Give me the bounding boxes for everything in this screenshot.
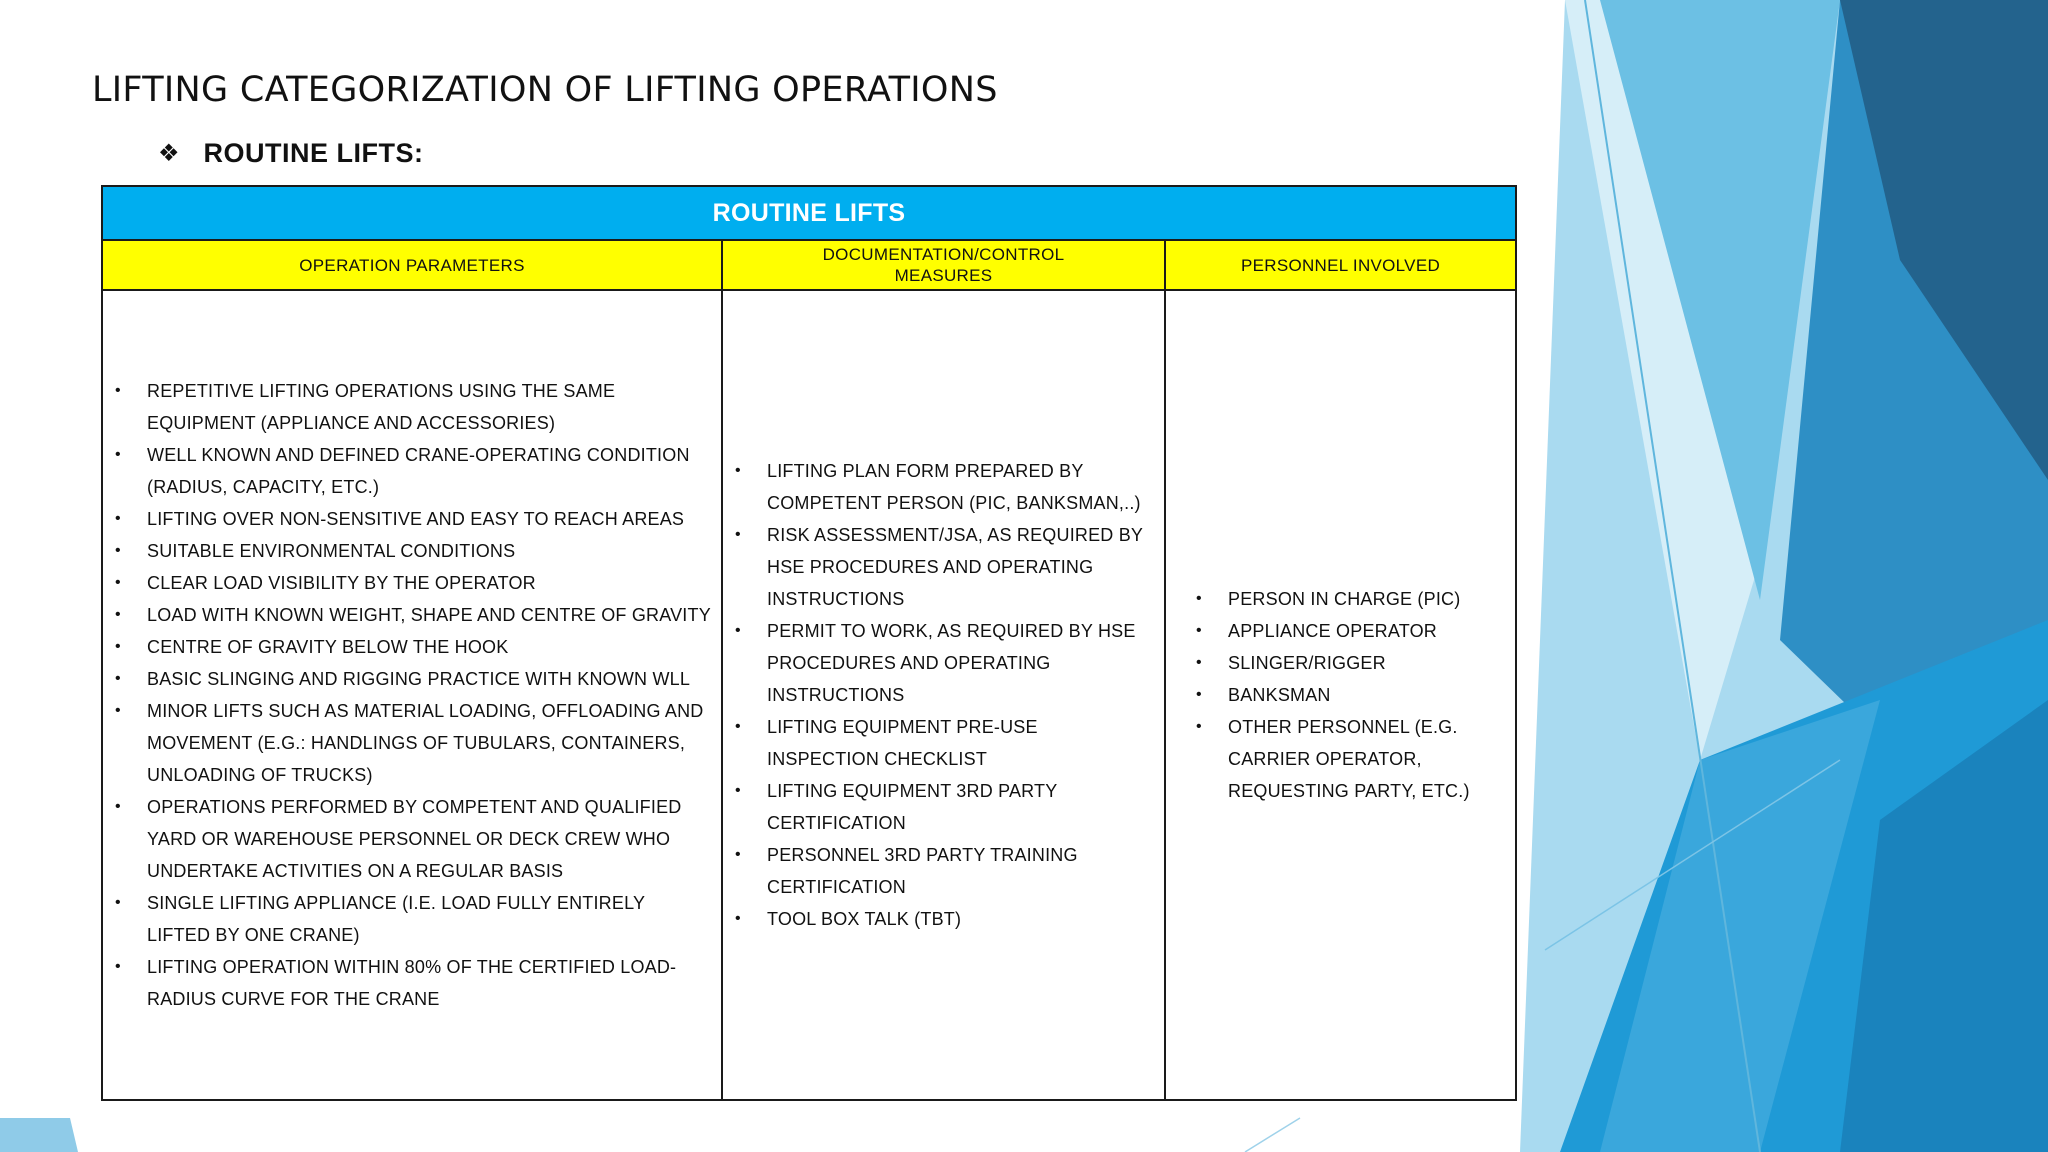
operation-parameters-cell	[102, 290, 722, 1100]
list-item: • WELL KNOWN AND DEFINED CRANE-OPERATING CONDITION (RADIUS, CAPACITY, ETC.)	[147, 439, 711, 503]
header-documentation-control-measures: DOCUMENTATION/CONTROL MEASURES	[722, 240, 1165, 290]
list-item: • LOAD WITH KNOWN WEIGHT, SHAPE AND CENTRE OF GRAVITY	[147, 599, 711, 631]
list-item: • OPERATIONS PERFORMED BY COMPETENT AND QUALIFIED YARD OR WAREHOUSE PERSONNEL OR DECK CREW WHO UNDERTAKE ACTIVITIES ON A REGULAR BASIS	[147, 791, 711, 887]
list-item: • APPLIANCE OPERATOR	[1228, 615, 1505, 647]
list-item: • BANKSMAN	[1228, 679, 1505, 711]
list-item: • RISK ASSESSMENT/JSA, AS REQUIRED BY HSE PROCEDURES AND OPERATING INSTRUCTIONS	[767, 519, 1154, 615]
slide-title: LIFTING CATEGORIZATION OF LIFTING OPERATIONS	[92, 70, 998, 110]
section-heading-text: ROUTINE LIFTS:	[203, 138, 424, 168]
list-item: • SLINGER/RIGGER	[1228, 647, 1505, 679]
personnel-involved-list	[1166, 577, 1515, 813]
table-banner: ROUTINE LIFTS	[102, 186, 1516, 240]
list-item: • PERSON IN CHARGE (PIC)	[1228, 583, 1505, 615]
documentation-control-measures-list	[723, 449, 1164, 941]
diamond-bullet-icon: ❖	[158, 139, 180, 167]
list-item: • TOOL BOX TALK (TBT)	[767, 903, 1154, 935]
operation-parameters-list	[103, 369, 721, 1021]
list-item: • LIFTING OPERATION WITHIN 80% OF THE CERTIFIED LOAD-RADIUS CURVE FOR THE CRANE	[147, 951, 711, 1015]
deco-bottom-left-facet	[0, 1118, 78, 1152]
list-item: • CENTRE OF GRAVITY BELOW THE HOOK	[147, 631, 711, 663]
deco-thin-line-3	[1245, 1118, 1300, 1152]
list-item: • LIFTING EQUIPMENT PRE-USE INSPECTION CHECKLIST	[767, 711, 1154, 775]
personnel-involved-cell	[1165, 290, 1516, 1100]
list-item: • PERMIT TO WORK, AS REQUIRED BY HSE PROCEDURES AND OPERATING INSTRUCTIONS	[767, 615, 1154, 711]
list-item: • SINGLE LIFTING APPLIANCE (I.E. LOAD FULLY ENTIRELY LIFTED BY ONE CRANE)	[147, 887, 711, 951]
list-item: • CLEAR LOAD VISIBILITY BY THE OPERATOR	[147, 567, 711, 599]
section-heading	[158, 138, 424, 169]
list-item: • OTHER PERSONNEL (E.G. CARRIER OPERATOR, REQUESTING PARTY, ETC.)	[1228, 711, 1505, 807]
list-item: • REPETITIVE LIFTING OPERATIONS USING THE SAME EQUIPMENT (APPLIANCE AND ACCESSORIES)	[147, 375, 711, 439]
routine-lifts-table	[101, 185, 1517, 1101]
header-operation-parameters: OPERATION PARAMETERS	[102, 240, 722, 290]
list-item: • LIFTING PLAN FORM PREPARED BY COMPETENT PERSON (PIC, BANKSMAN,..)	[767, 455, 1154, 519]
list-item: • MINOR LIFTS SUCH AS MATERIAL LOADING, OFFLOADING AND MOVEMENT (E.G.: HANDLINGS OF TUBULARS, CONTAINERS, UNLOADING OF TRUCKS)	[147, 695, 711, 791]
list-item: • PERSONNEL 3RD PARTY TRAINING CERTIFICATION	[767, 839, 1154, 903]
list-item: • BASIC SLINGING AND RIGGING PRACTICE WITH KNOWN WLL	[147, 663, 711, 695]
header-personnel-involved: PERSONNEL INVOLVED	[1165, 240, 1516, 290]
documentation-control-measures-cell	[722, 290, 1165, 1100]
list-item: • SUITABLE ENVIRONMENTAL CONDITIONS	[147, 535, 711, 567]
list-item: • LIFTING EQUIPMENT 3RD PARTY CERTIFICATION	[767, 775, 1154, 839]
list-item: • LIFTING OVER NON-SENSITIVE AND EASY TO REACH AREAS	[147, 503, 711, 535]
